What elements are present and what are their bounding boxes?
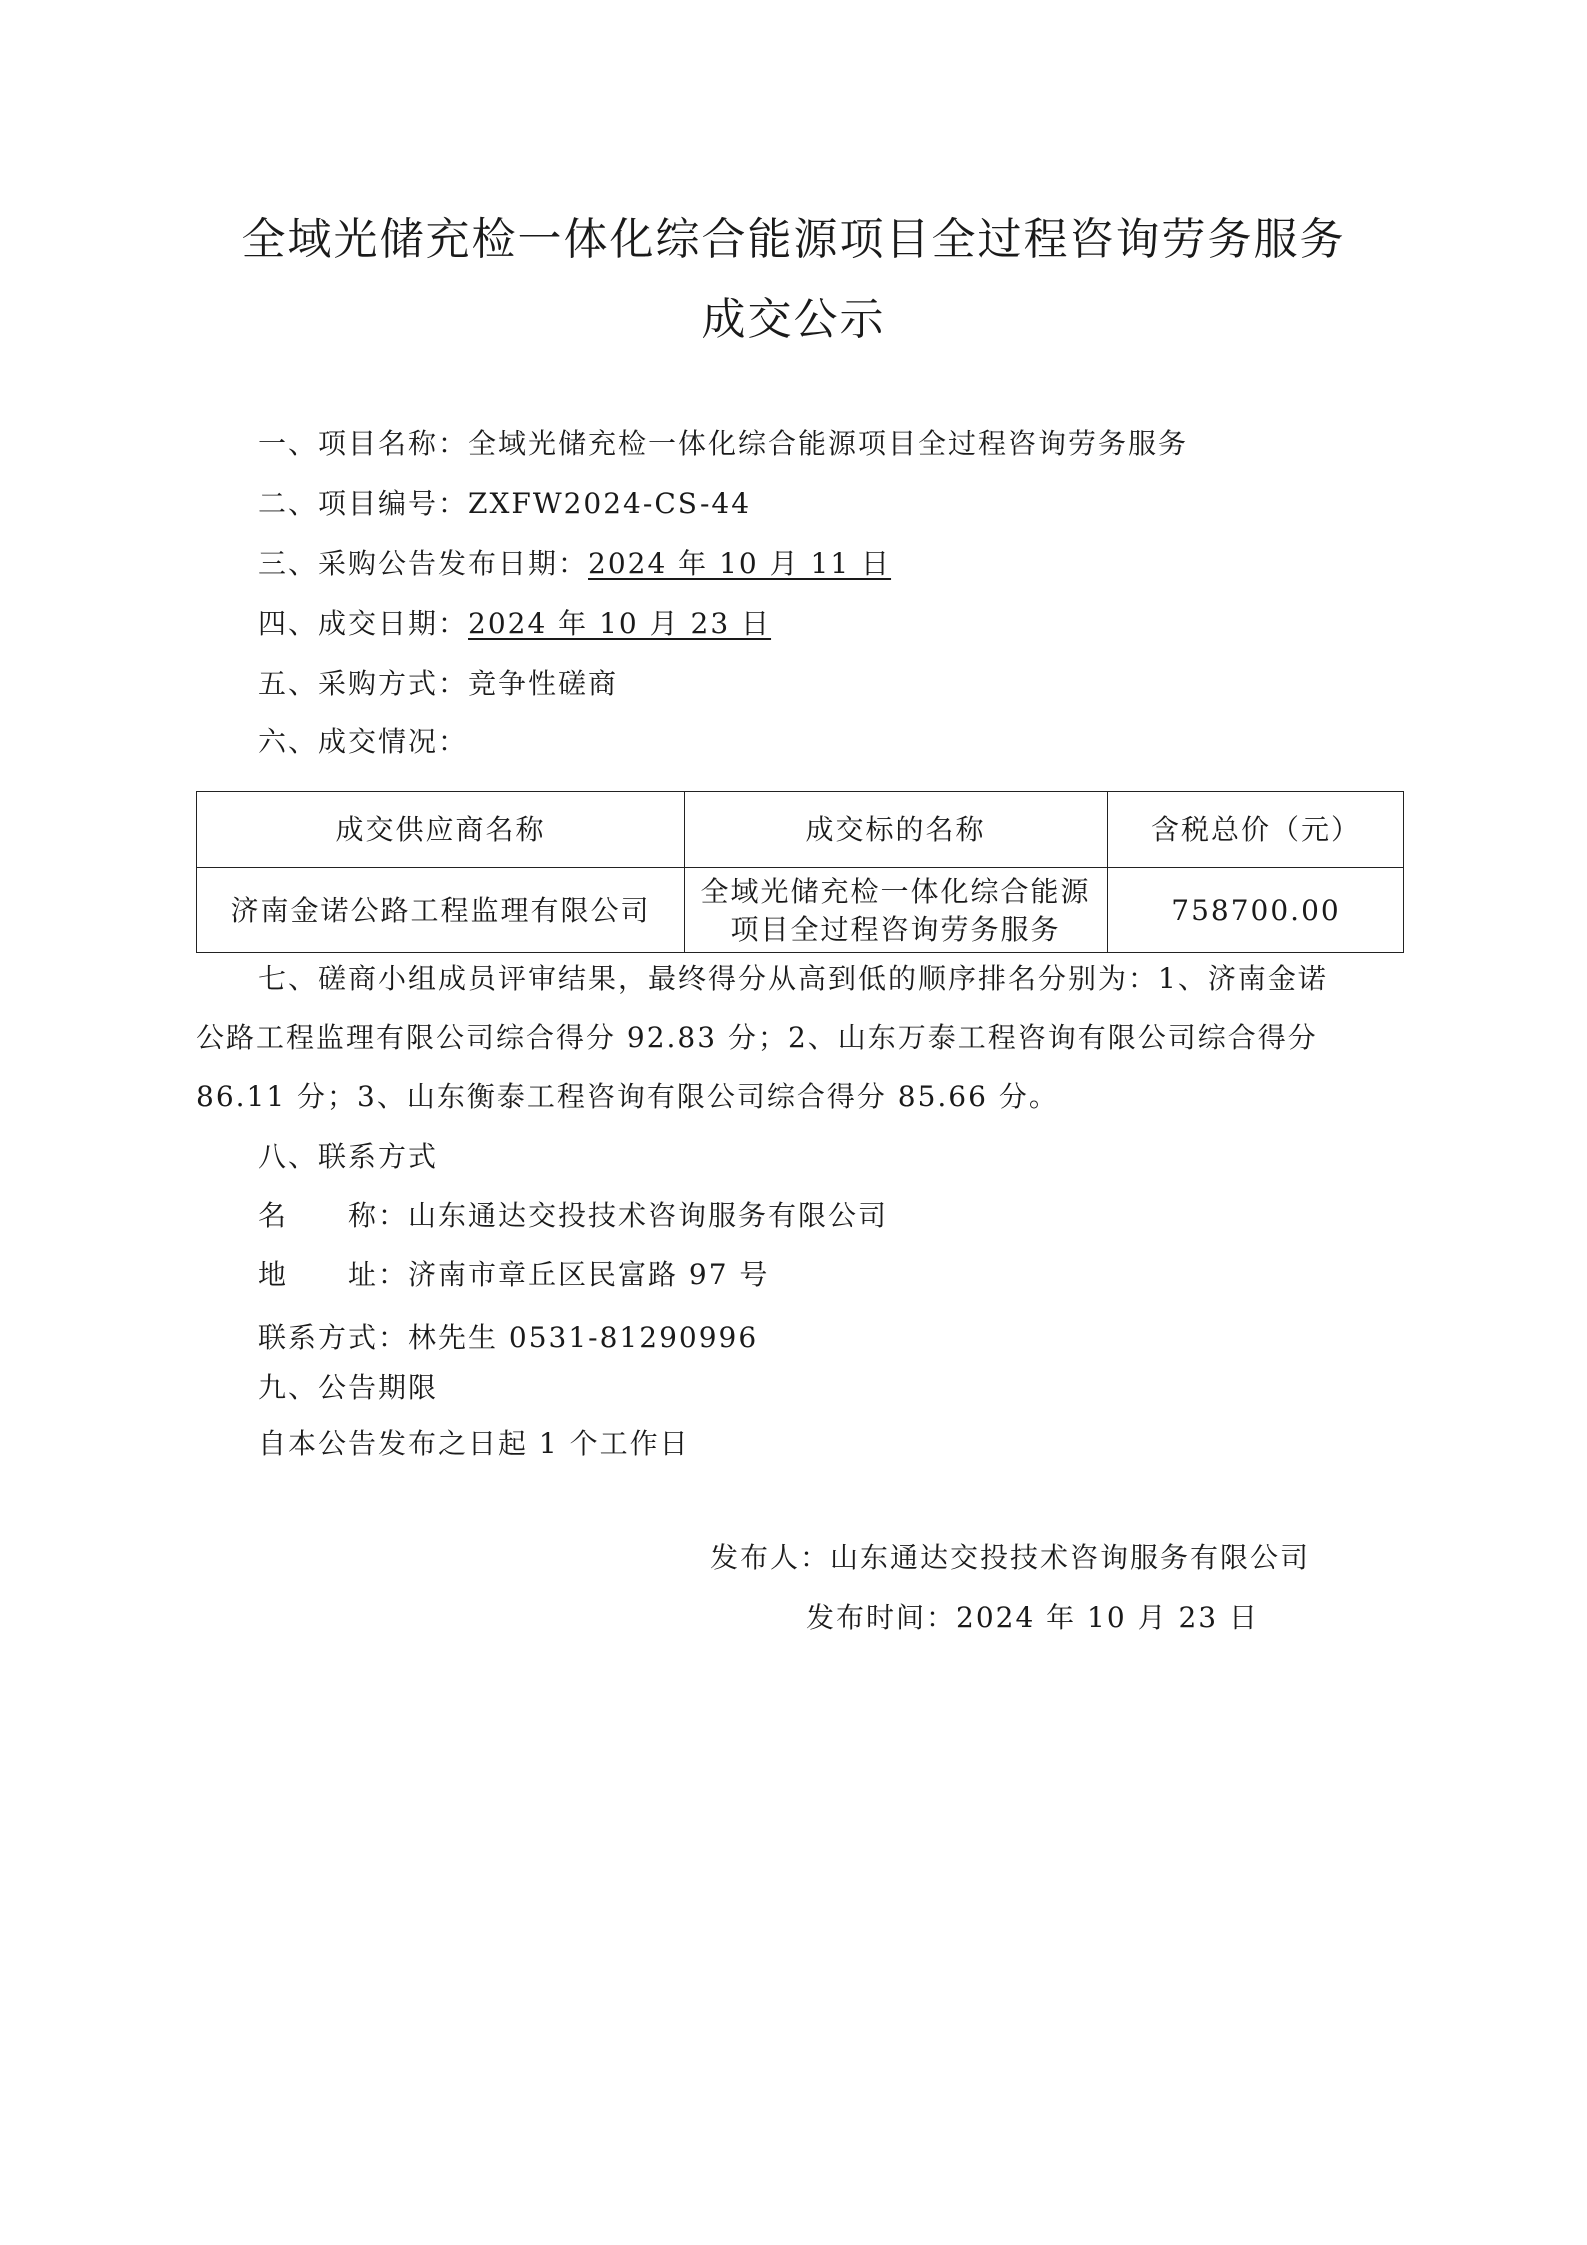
deal-situation-line: 六、成交情况： <box>258 725 469 758</box>
table-cell-supplier: 济南金诺公路工程监理有限公司 <box>230 893 651 927</box>
project-number-line: 二、项目编号：ZXFW2024-CS-44 <box>258 487 752 520</box>
result-line-2: 公路工程监理有限公司综合得分 92.83 分；2、山东万泰工程咨询有限公司综合得分 <box>196 1021 1318 1054</box>
deal-table <box>196 791 1404 953</box>
table-header-subject: 成交标的名称 <box>805 812 986 846</box>
contact-address-line: 地 址：济南市章丘区民富路 97 号 <box>258 1258 770 1291</box>
contact-phone-line: 联系方式：林先生 0531-81290996 <box>258 1321 759 1354</box>
deal-date-line <box>258 607 772 640</box>
table-cell-price: 758700.00 <box>1171 893 1341 927</box>
period-text: 自本公告发布之日起 1 个工作日 <box>258 1427 690 1460</box>
table-header-price: 含税总价（元） <box>1150 812 1361 846</box>
publish-time: 发布时间：2024 年 10 月 23 日 <box>806 1601 1260 1634</box>
result-line-1: 七、磋商小组成员评审结果，最终得分从高到低的顺序排名分别为：1、济南金诺 <box>258 962 1328 995</box>
period-heading: 九、公告期限 <box>258 1371 439 1404</box>
publisher-name: 发布人：山东通达交投技术咨询服务有限公司 <box>710 1541 1311 1574</box>
page-title: 全域光储充检一体化综合能源项目全过程咨询劳务服务 <box>241 214 1346 265</box>
announce-date-label: 三、采购公告发布日期： <box>258 547 589 580</box>
announce-date-line <box>258 547 892 580</box>
contact-name-line: 名 称：山东通达交投技术咨询服务有限公司 <box>258 1199 889 1232</box>
result-line-3: 86.11 分；3、山东衡泰工程咨询有限公司综合得分 85.66 分。 <box>196 1080 1059 1113</box>
deal-date-label: 四、成交日期： <box>258 607 469 640</box>
announce-date-value: 2024 年 10 月 11 日 <box>588 547 892 580</box>
deal-date-value: 2024 年 10 月 23 日 <box>468 607 772 640</box>
contact-heading: 八、联系方式 <box>258 1140 439 1173</box>
table-cell-subject: 全域光储充检一体化综合能源项目全过程咨询劳务服务 <box>700 874 1091 946</box>
procurement-method-line: 五、采购方式：竞争性磋商 <box>258 667 619 700</box>
project-name-line: 一、项目名称：全域光储充检一体化综合能源项目全过程咨询劳务服务 <box>258 427 1189 460</box>
table-header-supplier: 成交供应商名称 <box>335 812 546 846</box>
page-subtitle: 成交公示 <box>701 294 886 345</box>
